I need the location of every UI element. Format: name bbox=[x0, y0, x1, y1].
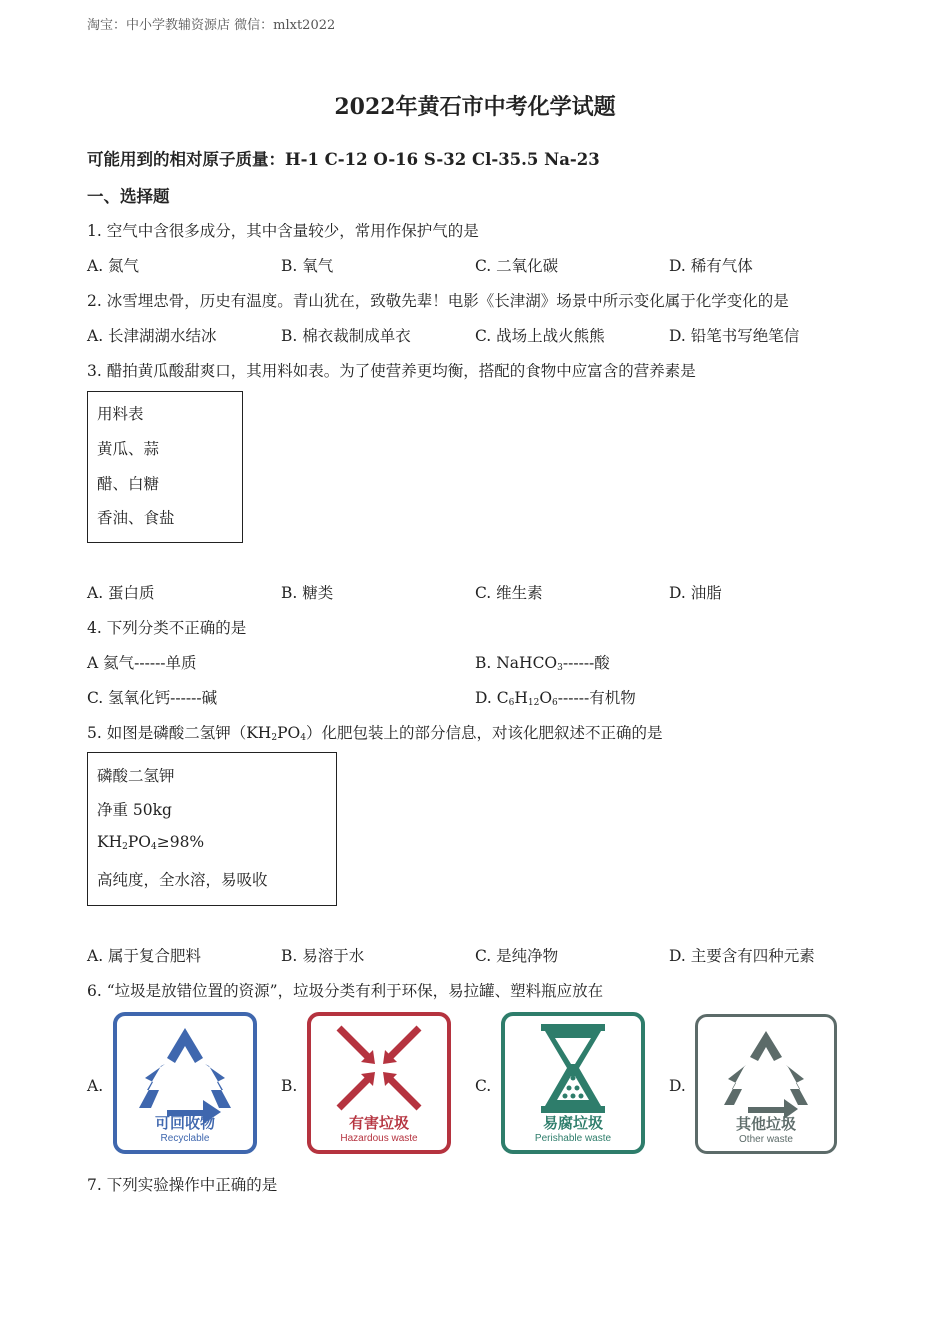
other-waste-bin-sign[interactable] bbox=[695, 1014, 837, 1154]
subscript: 6 bbox=[552, 698, 558, 708]
q3-option-a[interactable]: A. 蛋白质 bbox=[87, 584, 155, 602]
subscript: 12 bbox=[527, 698, 540, 708]
q2-option-c[interactable]: C. 战场上战火熊熊 bbox=[475, 327, 605, 345]
q4-option-b[interactable] bbox=[475, 651, 610, 673]
page-header: 淘宝：中小学教辅资源店 微信：mlxt2022 bbox=[87, 18, 336, 33]
bin-label-cn: 可回收物 bbox=[154, 1114, 215, 1132]
bin-label-en: Perishable waste bbox=[534, 1133, 612, 1144]
q5-stem-text: ）化肥包装上的部分信息，对该化肥叙述不正确的是 bbox=[305, 724, 663, 742]
bin-label-en: Recyclable bbox=[160, 1133, 210, 1144]
section-heading: 一、选择题 bbox=[87, 187, 170, 206]
q5-option-c[interactable]: C. 是纯净物 bbox=[475, 947, 559, 965]
ingredients-row: 黄瓜、蒜 bbox=[97, 440, 160, 458]
q3-option-c[interactable]: C. 维生素 bbox=[475, 584, 543, 602]
fertilizer-feature: 高纯度，全水溶，易吸收 bbox=[97, 871, 268, 889]
subscript: 3 bbox=[557, 663, 563, 673]
q3-option-d[interactable]: D. 油脂 bbox=[669, 584, 722, 602]
recyclable-bin-sign[interactable] bbox=[113, 1012, 257, 1154]
bin-label-cn: 其他垃圾 bbox=[735, 1115, 796, 1133]
q4-d-text: H bbox=[514, 689, 528, 707]
question-6-stem: 6. “垃圾是放错位置的资源”，垃圾分类有利于环保，易拉罐、塑料瓶应放在 bbox=[87, 982, 604, 1000]
question-7-stem: 7. 下列实验操作中正确的是 bbox=[87, 1176, 278, 1194]
hazardous-bin-sign[interactable] bbox=[307, 1012, 451, 1154]
question-5-stem bbox=[87, 721, 662, 743]
q6-option-b-letter[interactable]: B. bbox=[281, 1077, 298, 1095]
purity-text: ≥98% bbox=[156, 833, 205, 851]
q4-d-text: O bbox=[539, 689, 553, 707]
perishable-bin-sign[interactable] bbox=[501, 1012, 645, 1154]
question-1-stem: 1. 空气中含很多成分，其中含量较少，常用作保护气的是 bbox=[87, 222, 479, 240]
bin-label-cn: 有害垃圾 bbox=[348, 1114, 409, 1132]
question-2-stem: 2. 冰雪埋忠骨，历史有温度。青山犹在，致敬先辈！电影《长津湖》场景中所示变化属于化学变化的是 bbox=[87, 292, 789, 310]
q4-b-text: B. NaHCO bbox=[475, 654, 558, 672]
q1-option-a[interactable]: A. 氮气 bbox=[87, 257, 140, 275]
q4-option-c[interactable]: C. 氢氧化钙------碱 bbox=[87, 689, 218, 707]
bin-label-en: Hazardous waste bbox=[340, 1133, 418, 1144]
q2-option-a[interactable]: A. 长津湖湖水结冰 bbox=[87, 327, 217, 345]
atomic-mass-line: 可能用到的相对原子质量：H-1 C-12 O-16 S-32 Cl-35.5 Na-23 bbox=[87, 150, 600, 169]
q5-stem-text: PO bbox=[277, 724, 301, 742]
q1-option-b[interactable]: B. 氧气 bbox=[281, 257, 334, 275]
ingredients-table-title: 用料表 bbox=[97, 405, 144, 423]
purity-text: PO bbox=[127, 833, 151, 851]
q5-option-b[interactable]: B. 易溶于水 bbox=[281, 947, 365, 965]
subscript: 6 bbox=[508, 698, 515, 708]
q2-option-d[interactable]: D. 铅笔书写绝笔信 bbox=[669, 327, 800, 345]
q2-option-b[interactable]: B. 棉衣裁制成单衣 bbox=[281, 327, 411, 345]
question-4-stem: 4. 下列分类不正确的是 bbox=[87, 619, 247, 637]
fertilizer-purity bbox=[97, 833, 204, 852]
subscript: 2 bbox=[271, 733, 278, 743]
fertilizer-label-box bbox=[87, 752, 337, 906]
page-title: 2022年黄石市中考化学试题 bbox=[334, 94, 616, 120]
ingredients-table bbox=[87, 391, 243, 543]
ingredients-row: 醋、白糖 bbox=[97, 475, 160, 493]
q5-option-d[interactable]: D. 主要含有四种元素 bbox=[669, 947, 815, 965]
q3-option-b[interactable]: B. 糖类 bbox=[281, 584, 334, 602]
purity-text: KH bbox=[97, 833, 123, 851]
q5-stem-text: 5. 如图是磷酸二氢钾（KH bbox=[87, 724, 272, 742]
q4-d-text: D. C bbox=[475, 689, 509, 707]
bin-label-en: Other waste bbox=[739, 1134, 793, 1145]
fertilizer-weight: 净重 50kg bbox=[97, 801, 172, 819]
q4-d-text: ------有机物 bbox=[557, 689, 636, 707]
question-3-stem: 3. 醋拍黄瓜酸甜爽口，其用料如表。为了使营养更均衡，搭配的食物中应富含的营养素是 bbox=[87, 362, 696, 380]
fertilizer-name: 磷酸二氢钾 bbox=[97, 767, 175, 785]
q6-option-c-letter[interactable]: C. bbox=[475, 1077, 492, 1095]
subscript: 4 bbox=[300, 733, 306, 743]
q4-b-text: ------酸 bbox=[562, 654, 610, 672]
ingredients-row: 香油、食盐 bbox=[97, 509, 175, 527]
subscript: 2 bbox=[122, 842, 128, 852]
q4-option-a[interactable]: A 氦气------单质 bbox=[87, 654, 197, 672]
q6-option-d-letter[interactable]: D. bbox=[669, 1077, 686, 1095]
subscript: 4 bbox=[150, 842, 157, 852]
q6-option-a-letter[interactable]: A. bbox=[87, 1077, 104, 1095]
q4-option-d[interactable] bbox=[475, 686, 636, 708]
q1-option-d[interactable]: D. 稀有气体 bbox=[669, 257, 753, 275]
bin-label-cn: 易腐垃圾 bbox=[542, 1114, 603, 1132]
q5-option-a[interactable]: A. 属于复合肥料 bbox=[87, 947, 202, 965]
q1-option-c[interactable]: C. 二氧化碳 bbox=[475, 257, 559, 275]
